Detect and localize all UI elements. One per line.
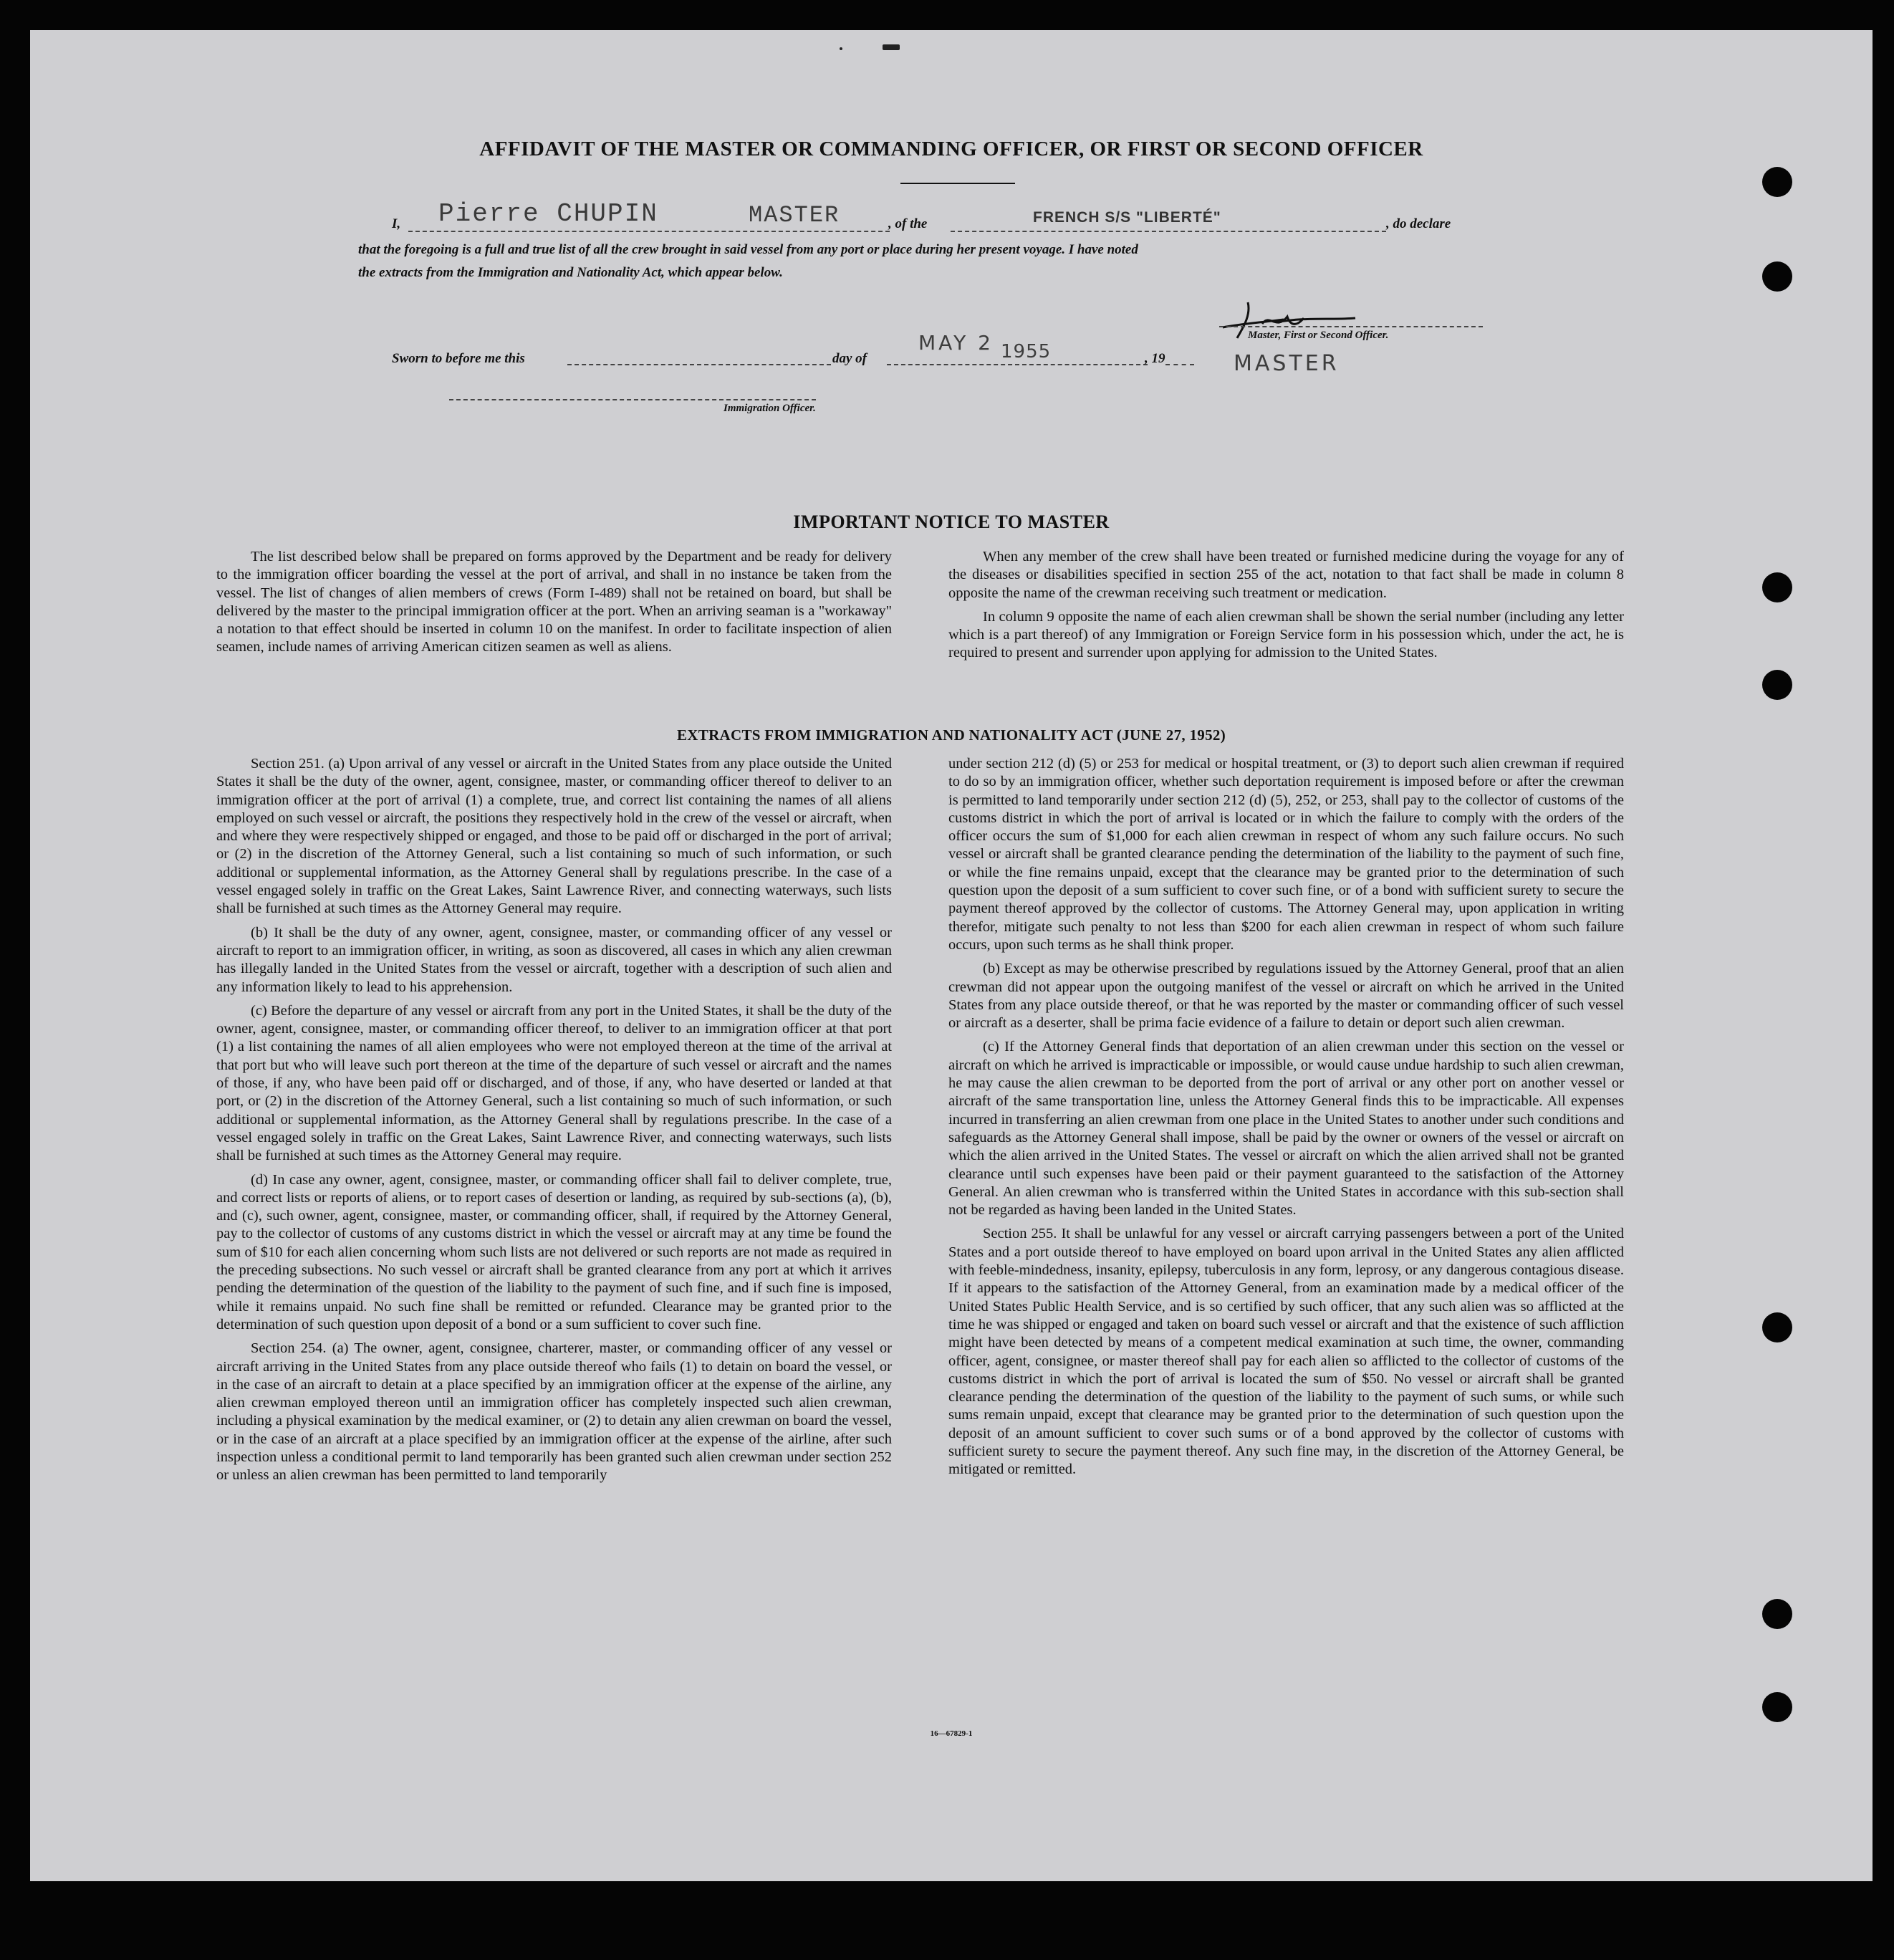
signature-rank-stamp: MASTER	[1234, 351, 1340, 376]
binder-hole	[1762, 670, 1792, 700]
notice-title: IMPORTANT NOTICE TO MASTER	[793, 511, 1110, 532]
sworn-day-blank	[567, 364, 831, 365]
extracts-right-column	[948, 755, 1624, 1485]
do-declare-label: , do declare	[1386, 216, 1451, 231]
notice-paragraph: The list described below shall be prepared on forms approved by the Department and be ready for delivery to the immigration officer boarding the vessel at the port of arrival, and shall in no instance be taken from the vessel. The list of changes of alien members of crews (Form I-489) shall not be retained on board, but shall be delivered by the master to the principal immigration officer at the port. When an arriving seaman is a "workaway" a notation to that effect should be inserted in column 10 on the manifest. In order to facilitate inspection of alien seamen, include names of arriving American citizen seamen as well as aliens.	[216, 549, 892, 655]
sworn-year-stamp: 1955	[1001, 341, 1052, 362]
immigration-officer-line	[449, 399, 816, 400]
scan-mark	[883, 44, 900, 50]
immigration-officer-caption: Immigration Officer.	[724, 403, 816, 414]
crew-member-rank: MASTER	[749, 202, 840, 229]
notice-left-column	[216, 548, 892, 663]
binder-hole	[1762, 1692, 1792, 1722]
declaration-line-3: the extracts from the Immigration and Nationality Act, which appear below.	[358, 265, 783, 280]
name-blank	[408, 231, 890, 232]
title-divider	[900, 183, 1015, 184]
act-paragraph: (b) It shall be the duty of any owner, agent, consignee, master, or commanding officer of any vessel or aircraft to report to an immigration officer, in writing, as soon as discovered, all cases in which any alien crewman has illegally landed in the United States from the vessel or aircraft, together with a description of such alien and any information likely to lead to his apprehension.	[216, 924, 892, 995]
scan-mark	[840, 47, 842, 50]
binder-hole	[1762, 261, 1792, 292]
year-prefix: , 19	[1145, 351, 1165, 366]
sworn-date-stamp: MAY 2	[918, 331, 994, 355]
of-the-label: , of the	[888, 216, 928, 231]
signature-caption: Master, First or Second Officer.	[1248, 330, 1389, 341]
sworn-month-blank	[887, 364, 1148, 365]
act-paragraph: (b) Except as may be otherwise prescribed by regulations issued by the Attorney General, proof that an alien crewman did not appear upon the outgoing manifest of the vessel or aircraft on which he arrived in the United States from any place outside thereof, or that he was reported by the master or commanding officer of such vessel or aircraft as a deserter, shall be prima facie evidence of a failure to detain or deport such alien crewman.	[948, 961, 1624, 1032]
declaration-line-2: that the foregoing is a full and true list of all the crew brought in said vessel from any port or place during her present voyage. I have noted	[358, 242, 1138, 257]
notice-paragraph: In column 9 opposite the name of each alien crewman shall be shown the serial number (including any letter which is a part thereof) of any Immigration or Foreign Service form in his possession which, under the act, he is required to present and surrender upon applying for admission to the United States.	[948, 608, 1624, 661]
extracts-left-column	[216, 755, 892, 1491]
binder-hole	[1762, 1599, 1792, 1629]
binder-hole	[1762, 167, 1792, 197]
act-paragraph: Section 255. It shall be unlawful for any vessel or aircraft carrying passengers between a port of the United States and a port outside thereof to have employed on board upon arrival in the United States any alien afflicted with feeble-mindedness, insanity, epilepsy, tuberculosis in any form, leprosy, or any dangerous contagious disease. If it appears to the satisfaction of the Attorney General, from an examination made by a medical officer of the United States Public Health Service, and is so certified by such officer, that any such alien was so afflicted at the time he was shipped or engaged and taken on board such vessel or aircraft and that the existence of such affliction might have been detected by means of a competent medical examination at such time, the owner, commanding officer, agent, consignee, or master thereof shall pay for each alien so afflicted to the collector of customs of the customs district in which the port of arrival is located the sum of $50. No vessel or aircraft shall be granted clearance pending the determination of the question of the liability to the payment of such sums, or while such sums remain unpaid, except that clearance may be granted prior to the determination of such question upon the deposit of an amount sufficient to cover such sums or of a bond approved by the collector of customs with sufficient surety to secure the payment thereof. Any such fine may, in the discretion of the Attorney General, be mitigated or remitted.	[948, 1226, 1624, 1478]
binder-hole	[1762, 572, 1792, 602]
act-paragraph: Section 251. (a) Upon arrival of any vessel or aircraft in the United States from any place outside the United States it shall be the duty of the owner, agent, consignee, master, or commanding officer thereof to deliver to an immigration officer at the port of arrival (1) a complete, true, and correct list containing the names of all aliens employed on such vessel or aircraft, the positions they respectively hold in the crew of the vessel or aircraft, when and where they were respectively shipped or engaged, and those to be paid off or discharged in the port of arrival; or (2) in the discretion of the Attorney General, such a list containing so much of such information, or such additional or supplemental information, as the Attorney General shall by regulations prescribe. In the case of a vessel engaged solely in traffic on the Great Lakes, Saint Lawrence River, and connecting waterways, such lists shall be furnished at such times as the Attorney General may require.	[216, 756, 892, 917]
signature-line	[1219, 326, 1483, 327]
vessel-name: FRENCH S/S "LIBERTÉ"	[1033, 209, 1221, 226]
day-of-label: day of	[832, 351, 867, 366]
i-label: I,	[392, 216, 401, 231]
act-paragraph-continued: under section 212 (d) (5) or 253 for medical or hospital treatment, or (3) to deport such alien crewman if required to do so by an immigration officer, whether such deportation requirement is imposed before or after the crewman is permitted to land temporarily under section 212 (d) (5), 252, or 253, shall pay to the collector of customs of the customs district in which the port of arrival is located or in which the failure to comply with the orders of the officer occurs the sum of $1,000 for each alien crewman in respect of whom any such failure occurs. No such vessel or aircraft shall be granted clearance pending the determination of the liability to the payment of such fine, or while the fine remains unpaid, except that the clearance may be granted prior to the determination of such question upon the deposit of a sum sufficient to cover such fine, or of a bond with sufficient surety to secure the payment thereof approved by the collector of customs. The Attorney General may, upon application in writing therefor, mitigate such penalty to not less than $200 for each alien crewman in respect of whom such failure occurs, upon such terms as he shall think proper.	[948, 756, 1624, 953]
notice-paragraph: When any member of the crew shall have been treated or furnished medicine during the voyage for any of the diseases or disabilities specified in section 255 of the act, notation to that fact shall be made in column 8 opposite the name of the crewman receiving such treatment or medication.	[948, 549, 1624, 601]
act-paragraph: (d) In case any owner, agent, consignee, master, or commanding officer shall fail to deliver complete, true, and correct lists or reports of aliens, or to report cases of desertion or landing, as required by sub-sections (a), (b), and (c), such owner, agent, consignee, master, or commanding officer, shall, if required by the Attorney General, pay to the collector of customs of any customs district in which the vessel or aircraft may at any time be found the sum of $10 for each alien concerning whom such lists are not delivered or such reports are not made as required in the preceding subsections. No such vessel or aircraft shall be granted clearance from any port at which it arrives pending the determination of the question of the liability to the payment of such fine, and if such fine is imposed, while it remains unpaid. No such fine shall be remitted or refunded. Clearance may be granted prior to the determination of such question upon deposit of a bond or a sum sufficient to cover such fine.	[216, 1171, 892, 1332]
affidavit-title: AFFIDAVIT OF THE MASTER OR COMMANDING OFFICER, OR FIRST OR SECOND OFFICER	[479, 138, 1423, 160]
document-page	[30, 30, 1873, 1881]
act-paragraph: Section 254. (a) The owner, agent, consignee, charterer, master, or commanding officer of any vessel or aircraft arriving in the United States from any place outside thereof who fails (1) to detain on board the vessel, or in the case of an aircraft to detain at a place specified by an immigration officer at the expense of the airline, any alien crewman employed thereon until an immigration officer has completely inspected such alien crewman, including a physical examination by the medical examiner, or (2) to detain any alien crewman on board the vessel, or in the case of an aircraft at a place specified by an immigration officer at the expense of the airline, after such inspection unless a conditional permit to land temporarily has been granted such alien crewman under section 252 or unless an alien crewman has been permitted to land temporarily	[216, 1340, 892, 1484]
sworn-year-blank	[1165, 364, 1194, 365]
sworn-label: Sworn to before me this	[392, 351, 525, 366]
crew-member-name: Pierre CHUPIN	[438, 199, 658, 229]
vessel-blank	[951, 231, 1386, 232]
extracts-title: EXTRACTS FROM IMMIGRATION AND NATIONALITY ACT (JUNE 27, 1952)	[677, 726, 1226, 744]
notice-right-column	[948, 548, 1624, 668]
form-number: 16—67829-1	[930, 1729, 973, 1738]
act-paragraph: (c) If the Attorney General finds that deportation of an alien crewman under this section on the vessel or aircraft on which he arrived is impracticable or impossible, or would cause undue hardship to such alien crewman, he may cause the alien crewman to be deported from the port of arrival or any other port on another vessel or aircraft of the same transportation line, unless the Attorney General finds this to be impracticable. All expenses incurred in transferring an alien crewman from one place in the United States to another under such conditions and safeguards as the Attorney General shall impose, shall be paid by the owner or owners of the vessel or aircraft on which the alien arrived in the United States. The vessel or aircraft on which the alien arrived shall not be granted clearance until such expenses have been paid or their payment guaranteed to the satisfaction of the Attorney General. An alien crewman who is transferred within the United States in accordance with this sub-section shall not be regarded as having been landed in the United States.	[948, 1039, 1624, 1219]
binder-hole	[1762, 1312, 1792, 1342]
act-paragraph: (c) Before the departure of any vessel or aircraft from any port in the United States, it shall be the duty of the owner, agent, consignee, master, or commanding officer thereof, to deliver to an immigration officer at that port (1) a list containing the names of all alien employees who were not employed thereon at the time of the arrival at that port but who will leave such port thereon at the time of the departure of such vessel or aircraft and the names of those, if any, who have been paid off or discharged, and of those, if any, who have deserted or landed at that port, or (2) in the discretion of the Attorney General, such a list containing so much of such information, or such additional or supplemental information, as the Attorney General shall by regulations prescribe. In the case of a vessel engaged solely in traffic on the Great Lakes, Saint Lawrence River, and connecting waterways, such lists shall be furnished at such times as the Attorney General may require.	[216, 1002, 892, 1164]
